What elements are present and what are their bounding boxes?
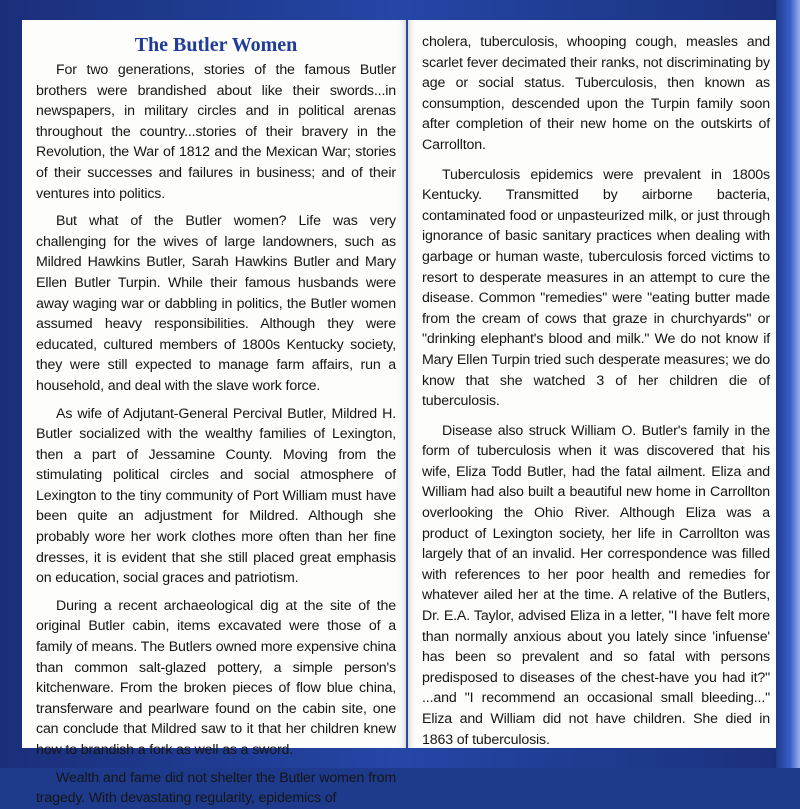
paragraph-eliza: Disease also struck William O. Butler's family in the form of tuberculosis when it was discovered that his wife, Eliza Todd Butler, had the fatal ailment. Eliza and William had also built a beautiful new home in Carrollton overlooking the Ohio River. Although Eliza was a product of Lexington society, her life in Carrollton was largely that of an invalid. Her correspondence was filled with references to her poor health and remedies for whatever ailed her at the time. A relative of the Butlers, Dr. E.A. Taylor, advised Eliza in a letter, "I have felt more than normally anxious about you lately since 'infuense' has been so prevalent and so fatal with persons predisposed to diseases of the chest-have you had it?" ...and "I recommend an occasional small bleeding..." Eliza and William did not have children. She died in 1863 of tuberculosis. bbox=[422, 422, 770, 748]
paragraph-mildred: As wife of Adjutant-General Percival Butler, Mildred H. Butler socialized with the wealthy families of Lexington, then a part of Jessamine County. Moving from the stimulating political circles and social atmosphere of Lexington to the tiny community of Port William must have been quite an adjustment for Mildred. Although she probably wore her work clothes more often than her fine dresses, it is evident that she still placed great emphasis on education, social graces and patriotism. bbox=[36, 405, 396, 587]
paragraph-epidemics-continued: cholera, tuberculosis, whooping cough, measles and scarlet fever decimated their ranks, not discriminating by age or social status. Tuberculosis, then known as consumption, descended upon the Turpin family soon after completion of their new home on the outskirts of Carrollton. bbox=[422, 34, 770, 153]
paragraph-tuberculosis: Tuberculosis epidemics were prevalent in 1800s Kentucky. Transmitted by airborne bacteria, contaminated food or unpasteurized milk, or just through ignorance of basic sanitary practices when dealing with garbage or human waste, tuberculosis forced victims to resort to desperate measures in an attempt to cure the disease. Common "remedies" were "eating butter made from the cream of cows that graze in churchyards" or "drinking elephant's blood and milk." We do not know if Mary Ellen Turpin tried such desperate measures; we do know that she watched 3 of her children die of tuberculosis. bbox=[422, 166, 770, 410]
left-page bbox=[22, 20, 406, 807]
right-page bbox=[408, 20, 776, 748]
page-title: The Butler Women bbox=[134, 34, 298, 56]
paragraph-tragedy: Wealth and fame did not shelter the Butler women from tragedy. With devastating regularity, epidemics of bbox=[36, 769, 396, 807]
booklet-edge bbox=[776, 0, 800, 768]
paragraph-butler-women: But what of the Butler women? Life was very challenging for the wives of large landowners, such as Mildred Hawkins Butler, Sarah Hawkins Butler and Mary Ellen Butler Turpin. While their famous husbands were away waging war or dabbling in politics, the Butler women assumed heavy responsibilities. Although they were educated, cultured members of 1800s Kentucky society, they were still expected to manage farm affairs, run a household, and deal with the slave work force. bbox=[36, 213, 396, 394]
paragraph-intro: For two generations, stories of the famous Butler brothers were brandished about like their swords...in newspapers, in military circles and in political arenas throughout the country...stories of their bravery in the Revolution, the War of 1812 and the Mexican War; stories of their successes and failures in business; and of their ventures into politics. bbox=[36, 62, 396, 202]
paragraph-archaeology: During a recent archaeological dig at the site of the original Butler cabin, items excavated were those of a family of means. The Butlers owned more expensive china than common salt-glazed pottery, a simple person's kitchenware. From the broken pieces of flow blue china, transferware and pearlware found on the cabin site, one can conclude that Mildred saw to it that her children knew how to brandish a fork as well as a sword. bbox=[36, 597, 396, 758]
